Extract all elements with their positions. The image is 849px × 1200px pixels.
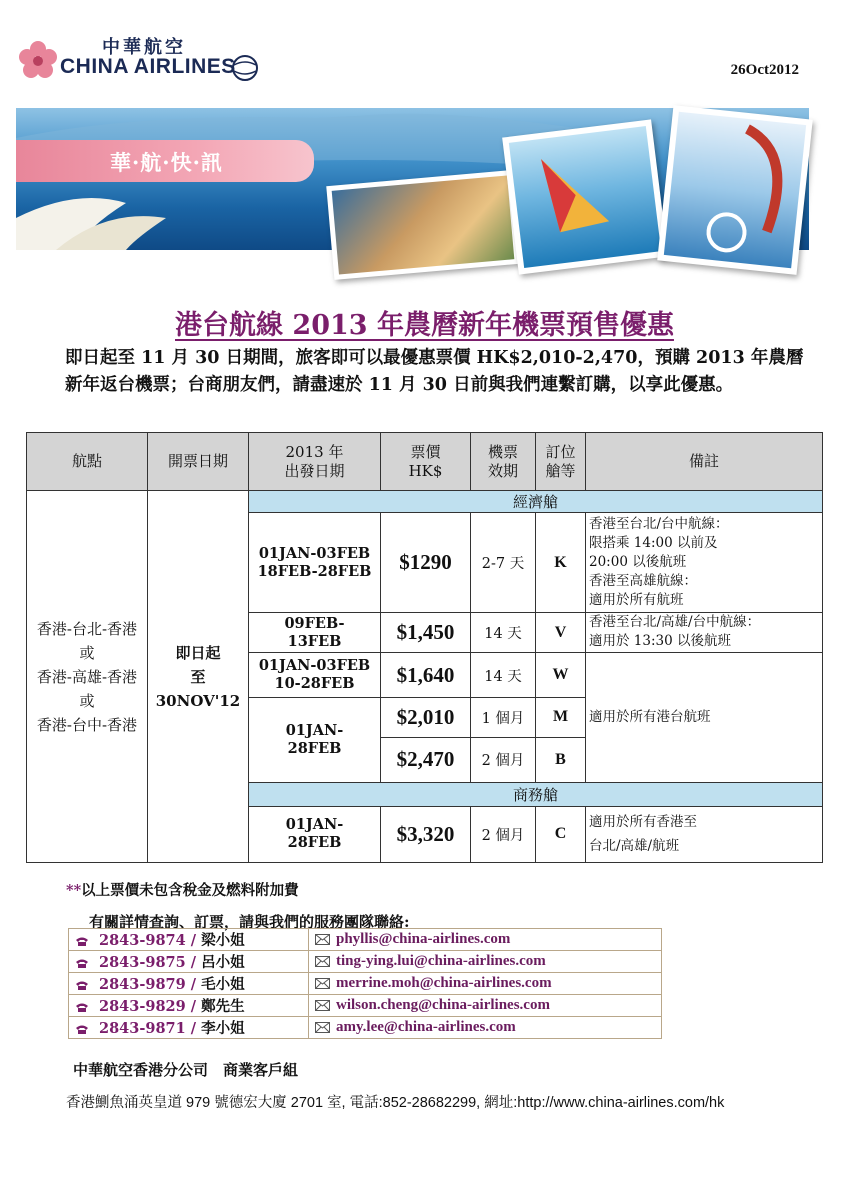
business-class-label: 商務艙 bbox=[249, 782, 823, 806]
page-title: 港台航線 2013 年農曆新年機票預售優惠 bbox=[175, 310, 674, 341]
mail-icon bbox=[315, 978, 330, 989]
contact-name: 毛小姐 bbox=[201, 976, 245, 993]
contact-table bbox=[68, 928, 662, 1039]
booking-class: B bbox=[536, 737, 586, 782]
contact-email-link[interactable]: ting-ying.lui@china-airlines.com bbox=[336, 953, 546, 969]
departure-dates: 01JAN-03FEB 10-28FEB bbox=[249, 653, 381, 697]
contact-phone[interactable]: 2843-9875 / bbox=[99, 954, 197, 971]
contact-row bbox=[69, 995, 662, 1017]
mail-icon bbox=[315, 1022, 330, 1033]
header-route: 航點 bbox=[27, 433, 148, 491]
logo-english-name: CHINA AIRLINES bbox=[60, 55, 236, 78]
tax-note: **以上票價未包含稅金及燃料附加費 bbox=[66, 882, 299, 899]
plum-blossom-logo-icon bbox=[18, 40, 58, 80]
booking-class: C bbox=[536, 806, 586, 862]
header-departure-date: 2013 年 出發日期 bbox=[249, 433, 381, 491]
mail-icon bbox=[315, 1000, 330, 1011]
departure-dates: 01JAN-03FEB 18FEB-28FEB bbox=[249, 513, 381, 613]
fare-price: $1290 bbox=[381, 513, 471, 613]
family-photo bbox=[326, 170, 519, 280]
ticket-validity: 1 個月 bbox=[471, 697, 536, 737]
contact-title: 有關詳情查詢、訂票，請與我們的服務團隊聯絡: bbox=[89, 913, 410, 931]
fare-table bbox=[26, 432, 823, 863]
phone-icon bbox=[75, 958, 89, 968]
contact-row bbox=[69, 951, 662, 973]
contact-email-link[interactable]: merrine.moh@china-airlines.com bbox=[336, 975, 552, 991]
booking-class: V bbox=[536, 613, 586, 653]
departure-dates: 09FEB- 13FEB bbox=[249, 613, 381, 653]
header-booking-class: 訂位 艙等 bbox=[536, 433, 586, 491]
rollercoaster-photo bbox=[657, 105, 813, 275]
contact-row bbox=[69, 1017, 662, 1039]
phone-icon bbox=[75, 980, 89, 990]
ticket-validity: 2-7 天 bbox=[471, 513, 536, 613]
contact-name: 鄭先生 bbox=[201, 998, 245, 1015]
remarks: 香港至台北/台中航線： 限搭乘 14:00 以前及 20:00 以後航班 香港至高雄航線： 適用於所有航班 bbox=[586, 513, 823, 613]
economy-class-label: 經濟艙 bbox=[249, 491, 823, 513]
route-cell: 香港-台北-香港 或 香港-高雄-香港 或 香港-台中-香港 bbox=[27, 491, 148, 863]
phone-icon bbox=[75, 1002, 89, 1012]
departure-dates: 01JAN- 28FEB bbox=[249, 806, 381, 862]
phone-icon bbox=[75, 936, 89, 946]
header-issue-date: 開票日期 bbox=[148, 433, 249, 491]
header-fare: 票價 HK$ bbox=[381, 433, 471, 491]
contact-email-link[interactable]: amy.lee@china-airlines.com bbox=[336, 1019, 516, 1035]
logo-chinese-name: 中華航空 bbox=[102, 37, 186, 58]
remarks: 適用於所有港台航班 bbox=[586, 653, 823, 782]
header-remarks: 備註 bbox=[586, 433, 823, 491]
contact-name: 李小姐 bbox=[201, 1020, 245, 1037]
ticket-validity: 14 天 bbox=[471, 613, 536, 653]
ticket-validity: 14 天 bbox=[471, 653, 536, 697]
booking-class: W bbox=[536, 653, 586, 697]
issue-period-cell: 即日起 至 30NOV'12 bbox=[148, 491, 249, 863]
booking-class: M bbox=[536, 697, 586, 737]
mail-icon bbox=[315, 956, 330, 967]
remarks: 香港至台北/高雄/台中航線： 適用於 13:30 以後航班 bbox=[586, 613, 823, 653]
ticket-validity: 2 個月 bbox=[471, 806, 536, 862]
contact-email-link[interactable]: wilson.cheng@china-airlines.com bbox=[336, 997, 550, 1013]
contact-phone[interactable]: 2843-9829 / bbox=[99, 998, 197, 1015]
intro-paragraph: 即日起至 11 月 30 日期間，旅客即可以最優惠票價 HK$2,010-2,470，預購 2013 年農曆新年返台機票；台商朋友們，請盡速於 11 月 30 日前與我們連繫訂購，以享此優惠。 bbox=[65, 348, 804, 395]
fare-price: $3,320 bbox=[381, 806, 471, 862]
remarks: 適用於所有香港至 台北/高雄/航班 bbox=[586, 806, 823, 862]
banner-title: 華·航·快·訊 bbox=[110, 150, 223, 175]
booking-class: K bbox=[536, 513, 586, 613]
table-header-row bbox=[27, 433, 823, 491]
mail-icon bbox=[315, 934, 330, 945]
company-address: 香港鰂魚涌英皇道 979 號德宏大廈 2701 室, 電話:852-28682299, 網址:http://www.china-airlines.com/hk bbox=[66, 1095, 725, 1111]
skyteam-globe-icon bbox=[230, 53, 260, 83]
contact-name: 呂小姐 bbox=[201, 954, 245, 971]
contact-email-link[interactable]: phyllis@china-airlines.com bbox=[336, 931, 511, 947]
fare-price: $2,010 bbox=[381, 697, 471, 737]
contact-phone[interactable]: 2843-9874 / bbox=[99, 932, 197, 949]
fare-price: $1,450 bbox=[381, 613, 471, 653]
company-department: 中華航空香港分公司 商業客戶組 bbox=[73, 1061, 299, 1079]
contact-phone[interactable]: 2843-9879 / bbox=[99, 976, 197, 993]
ticket-validity: 2 個月 bbox=[471, 737, 536, 782]
phone-icon bbox=[75, 1024, 89, 1034]
document-date: 26Oct2012 bbox=[730, 62, 799, 78]
contact-row bbox=[69, 929, 662, 951]
contact-phone[interactable]: 2843-9871 / bbox=[99, 1020, 197, 1037]
contact-row bbox=[69, 973, 662, 995]
fare-price: $2,470 bbox=[381, 737, 471, 782]
contact-name: 梁小姐 bbox=[201, 932, 245, 949]
header-validity: 機票 效期 bbox=[471, 433, 536, 491]
windsurf-photo bbox=[502, 119, 668, 274]
fare-price: $1,640 bbox=[381, 653, 471, 697]
departure-dates: 01JAN- 28FEB bbox=[249, 697, 381, 782]
